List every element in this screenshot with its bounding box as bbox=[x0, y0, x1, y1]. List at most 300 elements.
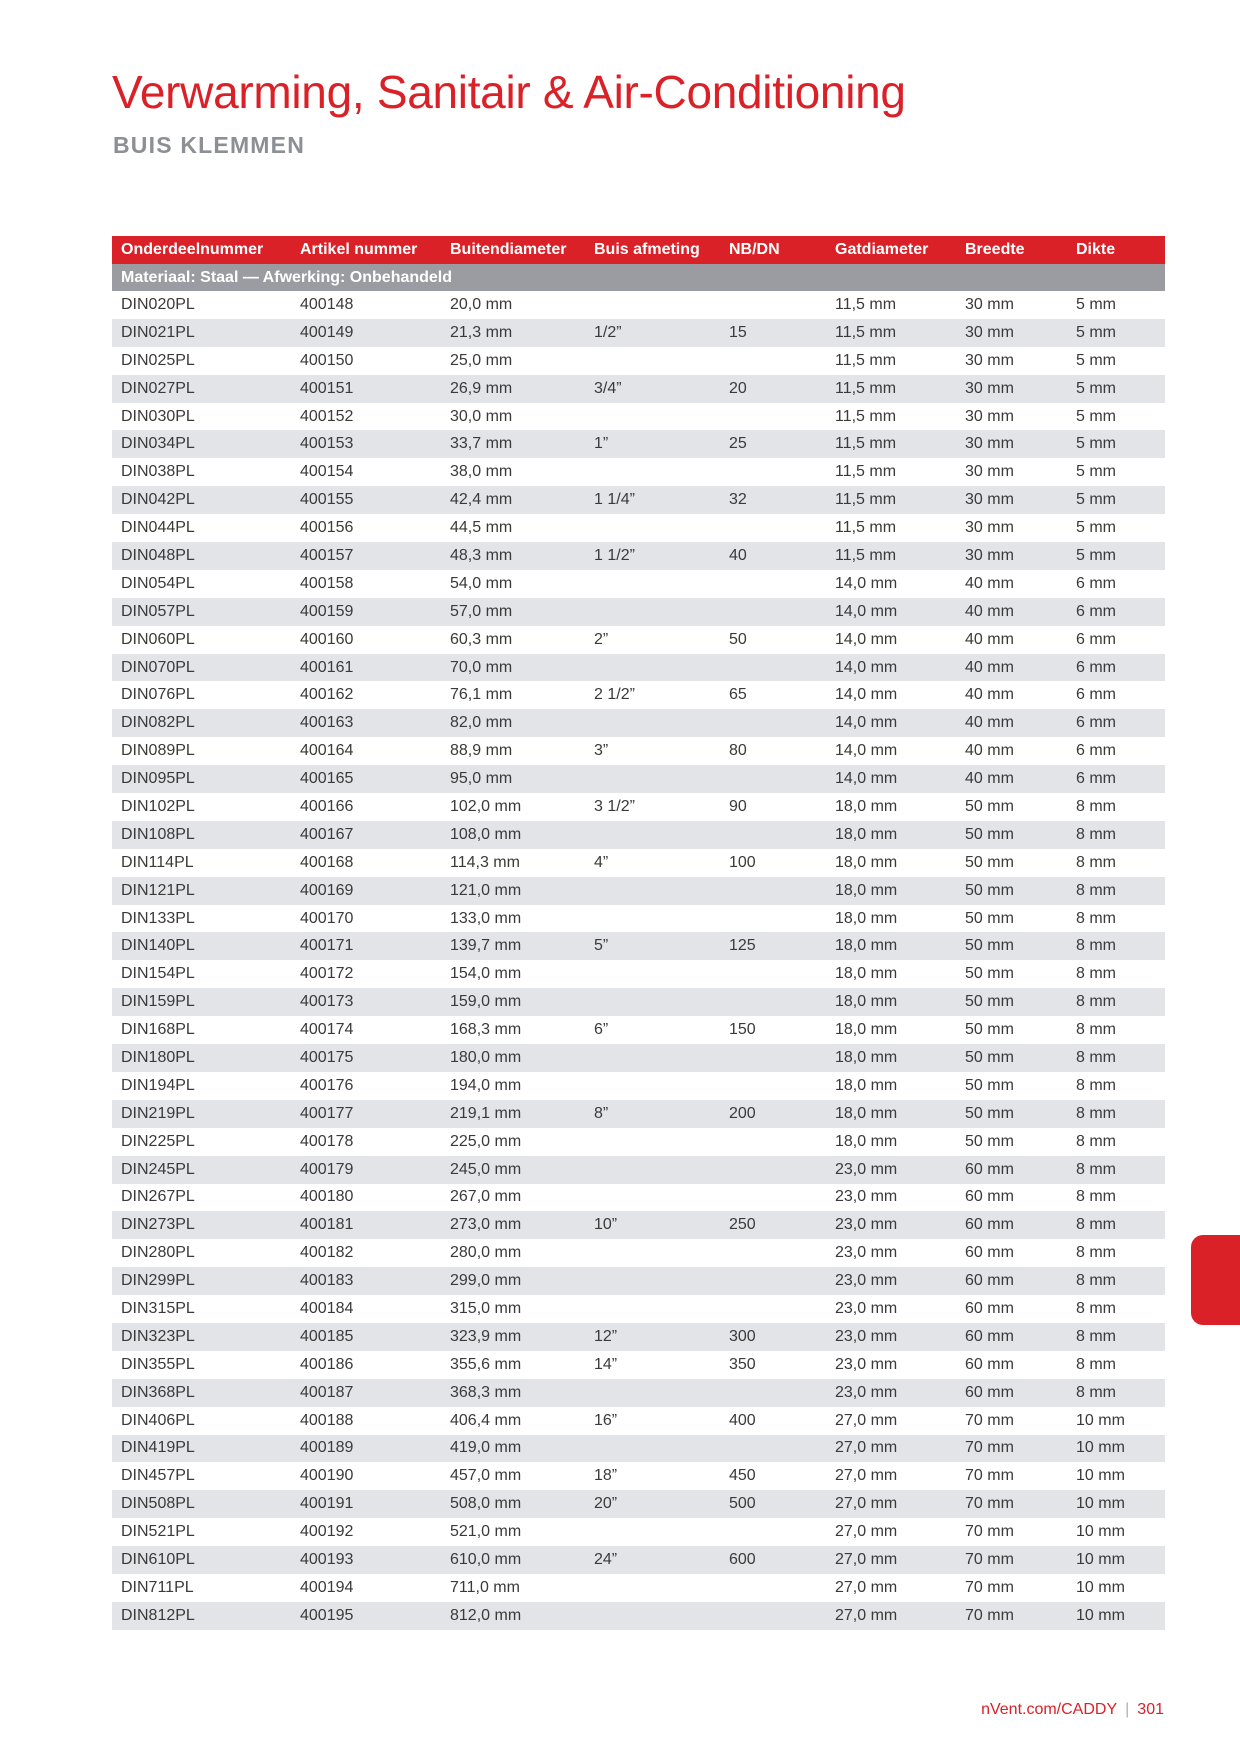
table-cell: 300 bbox=[720, 1323, 826, 1351]
table-cell: 50 mm bbox=[956, 932, 1067, 960]
table-cell: 108,0 mm bbox=[441, 821, 585, 849]
table-cell: 30 mm bbox=[965, 351, 1014, 369]
table-row bbox=[112, 877, 1165, 905]
table-cell: 3 1/2” bbox=[594, 797, 635, 815]
table-cell bbox=[585, 1295, 720, 1323]
column-header: Gatdiameter bbox=[826, 236, 956, 264]
table-cell: 521,0 mm bbox=[450, 1523, 522, 1541]
table-cell: 400164 bbox=[300, 742, 354, 760]
table-cell: 400158 bbox=[300, 574, 354, 592]
table-cell bbox=[720, 654, 826, 682]
table-cell: 8 mm bbox=[1067, 1100, 1165, 1128]
table-cell: 10” bbox=[585, 1211, 720, 1239]
table-row bbox=[112, 1462, 1165, 1490]
table-cell: 23,0 mm bbox=[835, 1188, 898, 1206]
table-cell: DIN154PL bbox=[121, 965, 195, 983]
table-cell: 44,5 mm bbox=[450, 519, 513, 537]
table-cell: DIN044PL bbox=[121, 519, 195, 537]
table-cell: 23,0 mm bbox=[835, 1300, 898, 1317]
table-cell: 5 mm bbox=[1067, 486, 1165, 514]
table-cell bbox=[585, 765, 720, 793]
table-cell: 14,0 mm bbox=[835, 630, 898, 648]
table-cell: 18,0 mm bbox=[835, 853, 898, 871]
table-cell: 400191 bbox=[291, 1490, 441, 1518]
table-cell bbox=[585, 1156, 720, 1184]
table-cell: 48,3 mm bbox=[441, 542, 585, 570]
table-cell: 219,1 mm bbox=[441, 1100, 585, 1128]
table-row bbox=[112, 542, 1165, 570]
table-row bbox=[112, 598, 1165, 626]
table-cell: 3/4” bbox=[585, 375, 720, 403]
table-cell: 368,3 mm bbox=[441, 1379, 585, 1407]
table-cell: 8 mm bbox=[1067, 1379, 1165, 1407]
table-cell: 457,0 mm bbox=[450, 1467, 522, 1485]
table-cell bbox=[720, 877, 826, 905]
table-cell: 8 mm bbox=[1067, 1156, 1165, 1184]
table-cell bbox=[585, 570, 720, 598]
table-cell bbox=[585, 1379, 720, 1407]
table-row bbox=[112, 709, 1165, 737]
table-cell: 20” bbox=[585, 1490, 720, 1518]
table-cell: 400150 bbox=[300, 351, 354, 369]
table-cell: 100 bbox=[729, 853, 756, 871]
table-cell: 400177 bbox=[291, 1100, 441, 1128]
table-cell: 42,4 mm bbox=[441, 486, 585, 514]
table-cell: 8 mm bbox=[1067, 1323, 1165, 1351]
table-cell bbox=[585, 347, 720, 375]
table-cell: 400178 bbox=[300, 1132, 354, 1150]
table-cell: 14,0 mm bbox=[835, 742, 898, 760]
table-cell: 14,0 mm bbox=[826, 654, 956, 682]
table-cell: 400180 bbox=[300, 1188, 354, 1206]
table-cell: 5 mm bbox=[1067, 430, 1165, 458]
table-cell: DIN133PL bbox=[121, 909, 195, 927]
table-cell: 18,0 mm bbox=[826, 1044, 956, 1072]
table-row bbox=[112, 1407, 1165, 1435]
product-spec-table bbox=[112, 236, 1165, 1630]
table-cell: 27,0 mm bbox=[835, 1467, 898, 1485]
table-cell bbox=[720, 598, 826, 626]
table-cell: 400192 bbox=[300, 1523, 354, 1541]
table-cell: 23,0 mm bbox=[826, 1267, 956, 1295]
table-cell: 8 mm bbox=[1076, 853, 1116, 871]
table-cell: 18,0 mm bbox=[835, 797, 898, 815]
table-cell: 8 mm bbox=[1067, 1211, 1165, 1239]
table-cell: 27,0 mm bbox=[835, 1578, 898, 1596]
table-cell: 70 mm bbox=[956, 1490, 1067, 1518]
table-cell: 8 mm bbox=[1076, 1355, 1116, 1373]
table-cell bbox=[585, 1184, 720, 1212]
table-cell: 419,0 mm bbox=[441, 1435, 585, 1463]
table-cell: 23,0 mm bbox=[835, 1355, 898, 1373]
table-cell: DIN089PL bbox=[121, 742, 195, 760]
table-cell: 10 mm bbox=[1076, 1523, 1125, 1541]
table-cell: DIN114PL bbox=[121, 853, 194, 871]
table-row bbox=[112, 737, 1165, 765]
table-cell: 40 bbox=[720, 542, 826, 570]
table-cell: 11,5 mm bbox=[835, 351, 897, 369]
table-cell: 280,0 mm bbox=[450, 1244, 522, 1262]
table-cell: 40 mm bbox=[956, 709, 1067, 737]
table-row bbox=[112, 1128, 1165, 1156]
table-cell: DIN508PL bbox=[112, 1490, 291, 1518]
table-cell: 323,9 mm bbox=[441, 1323, 585, 1351]
table-cell bbox=[585, 960, 720, 988]
table-cell: 40 mm bbox=[965, 686, 1014, 704]
table-cell bbox=[585, 1267, 720, 1295]
table-header-row bbox=[112, 236, 1165, 264]
table-cell: 500 bbox=[720, 1490, 826, 1518]
table-cell: 8 mm bbox=[1076, 909, 1116, 927]
table-cell: 30,0 mm bbox=[450, 407, 513, 425]
table-row bbox=[112, 1574, 1165, 1602]
table-cell: 225,0 mm bbox=[450, 1132, 522, 1150]
table-cell: 139,7 mm bbox=[441, 932, 585, 960]
table-row bbox=[112, 1016, 1165, 1044]
table-cell: DIN194PL bbox=[121, 1076, 195, 1094]
table-cell: DIN076PL bbox=[121, 686, 195, 704]
table-cell: 18,0 mm bbox=[826, 1100, 956, 1128]
table-cell: 400173 bbox=[291, 988, 441, 1016]
table-cell: 23,0 mm bbox=[826, 1379, 956, 1407]
table-cell bbox=[720, 1044, 826, 1072]
column-header: Buis afmeting bbox=[585, 236, 720, 264]
table-cell: 60,3 mm bbox=[450, 630, 513, 648]
table-cell: DIN057PL bbox=[112, 598, 291, 626]
table-cell: DIN419PL bbox=[112, 1435, 291, 1463]
table-cell: 14,0 mm bbox=[826, 765, 956, 793]
table-cell: 50 mm bbox=[965, 1076, 1014, 1094]
table-cell: 27,0 mm bbox=[835, 1523, 898, 1541]
table-cell: 6 mm bbox=[1067, 598, 1165, 626]
table-row bbox=[112, 570, 1165, 598]
footer-separator: | bbox=[1125, 1701, 1130, 1718]
table-row bbox=[112, 375, 1165, 403]
table-cell bbox=[720, 765, 826, 793]
table-cell: 14,0 mm bbox=[826, 709, 956, 737]
table-cell bbox=[585, 709, 720, 737]
table-cell: 5 mm bbox=[1067, 542, 1165, 570]
table-cell: 8 mm bbox=[1067, 988, 1165, 1016]
table-cell: 400176 bbox=[300, 1076, 354, 1094]
table-row bbox=[112, 765, 1165, 793]
table-cell: DIN054PL bbox=[121, 574, 195, 592]
table-cell bbox=[585, 988, 720, 1016]
table-cell: DIN034PL bbox=[112, 430, 291, 458]
table-cell: 114,3 mm bbox=[450, 853, 520, 871]
table-cell: 11,5 mm bbox=[826, 542, 956, 570]
table-cell bbox=[585, 598, 720, 626]
chapter-tab bbox=[1191, 1235, 1240, 1325]
table-row bbox=[112, 1323, 1165, 1351]
table-cell: 40 mm bbox=[956, 598, 1067, 626]
table-cell: 27,0 mm bbox=[826, 1602, 956, 1630]
table-cell: 21,3 mm bbox=[441, 319, 585, 347]
table-cell: 400169 bbox=[291, 877, 441, 905]
table-cell: DIN521PL bbox=[121, 1523, 195, 1541]
table-cell: 5 mm bbox=[1067, 375, 1165, 403]
table-row bbox=[112, 1156, 1165, 1184]
table-row bbox=[112, 1239, 1165, 1267]
table-cell: 60 mm bbox=[965, 1355, 1014, 1373]
table-cell: 60 mm bbox=[956, 1267, 1067, 1295]
table-cell: 3” bbox=[594, 742, 609, 760]
table-cell: 30 mm bbox=[956, 486, 1067, 514]
table-cell: 406,4 mm bbox=[450, 1411, 522, 1429]
table-cell: DIN355PL bbox=[121, 1355, 195, 1373]
table-cell: 50 mm bbox=[965, 797, 1014, 815]
table-row bbox=[112, 458, 1165, 486]
table-cell: 23,0 mm bbox=[835, 1244, 898, 1262]
table-cell bbox=[720, 821, 826, 849]
table-row bbox=[112, 932, 1165, 960]
table-cell: 400193 bbox=[291, 1546, 441, 1574]
table-row bbox=[112, 793, 1165, 821]
table-row bbox=[112, 849, 1165, 877]
table-cell: 20,0 mm bbox=[450, 295, 513, 313]
table-cell: DIN030PL bbox=[121, 407, 195, 425]
table-cell: 14,0 mm bbox=[835, 574, 898, 592]
table-cell: 267,0 mm bbox=[450, 1188, 522, 1206]
table-cell: 8 mm bbox=[1076, 1132, 1116, 1150]
table-cell: 400186 bbox=[300, 1355, 354, 1373]
table-cell: 27,0 mm bbox=[835, 1411, 898, 1429]
table-cell: 65 bbox=[729, 686, 747, 704]
table-cell: 38,0 mm bbox=[450, 463, 513, 481]
table-cell: 2” bbox=[594, 630, 609, 648]
table-cell: 245,0 mm bbox=[441, 1156, 585, 1184]
table-cell: DIN219PL bbox=[112, 1100, 291, 1128]
table-cell: 610,0 mm bbox=[441, 1546, 585, 1574]
table-cell: 400149 bbox=[291, 319, 441, 347]
table-cell: 5 mm bbox=[1076, 463, 1116, 481]
table-cell: 23,0 mm bbox=[826, 1211, 956, 1239]
table-cell: 400172 bbox=[300, 965, 354, 983]
table-cell: DIN711PL bbox=[121, 1578, 194, 1596]
table-cell: 18,0 mm bbox=[835, 1076, 898, 1094]
table-cell: 194,0 mm bbox=[450, 1076, 522, 1094]
material-row bbox=[112, 264, 1165, 291]
table-cell: DIN025PL bbox=[121, 351, 195, 369]
table-body bbox=[112, 264, 1165, 1630]
table-cell: 57,0 mm bbox=[441, 598, 585, 626]
table-cell: 1 1/2” bbox=[585, 542, 720, 570]
table-cell: 154,0 mm bbox=[450, 965, 522, 983]
table-cell: 25 bbox=[720, 430, 826, 458]
table-cell: DIN280PL bbox=[121, 1244, 195, 1262]
table-cell: 60 mm bbox=[956, 1379, 1067, 1407]
table-cell bbox=[585, 514, 720, 542]
table-cell: DIN368PL bbox=[112, 1379, 291, 1407]
table-cell: 600 bbox=[720, 1546, 826, 1574]
table-cell: 1” bbox=[585, 430, 720, 458]
table-cell: DIN457PL bbox=[121, 1467, 195, 1485]
table-cell: 26,9 mm bbox=[441, 375, 585, 403]
column-header: Dikte bbox=[1067, 236, 1165, 264]
table-cell bbox=[720, 570, 826, 598]
table-cell: DIN299PL bbox=[112, 1267, 291, 1295]
table-cell: 32 bbox=[720, 486, 826, 514]
table-cell bbox=[720, 1267, 826, 1295]
table-cell: 508,0 mm bbox=[441, 1490, 585, 1518]
table-row bbox=[112, 905, 1165, 933]
table-cell: 299,0 mm bbox=[441, 1267, 585, 1295]
table-cell: 95,0 mm bbox=[441, 765, 585, 793]
table-row bbox=[112, 1211, 1165, 1239]
table-cell: DIN267PL bbox=[121, 1188, 195, 1206]
table-cell: 5 mm bbox=[1076, 295, 1116, 313]
table-row bbox=[112, 1602, 1165, 1630]
table-row bbox=[112, 430, 1165, 458]
table-cell: 10 mm bbox=[1067, 1435, 1165, 1463]
table-cell: 125 bbox=[720, 932, 826, 960]
table-cell: 400189 bbox=[291, 1435, 441, 1463]
table-row bbox=[112, 347, 1165, 375]
table-cell: 400183 bbox=[291, 1267, 441, 1295]
column-header: Onderdeelnummer bbox=[112, 236, 291, 264]
table-cell: 400168 bbox=[300, 853, 354, 871]
table-cell: DIN180PL bbox=[112, 1044, 291, 1072]
table-cell: 8 mm bbox=[1067, 1044, 1165, 1072]
table-cell: 315,0 mm bbox=[450, 1300, 522, 1317]
table-cell: 60 mm bbox=[965, 1300, 1014, 1317]
table-cell: 50 mm bbox=[956, 988, 1067, 1016]
table-row bbox=[112, 1490, 1165, 1518]
table-cell: 8 mm bbox=[1067, 821, 1165, 849]
table-cell: 15 bbox=[720, 319, 826, 347]
table-cell: 11,5 mm bbox=[826, 486, 956, 514]
table-cell: 5 mm bbox=[1076, 407, 1116, 425]
table-cell: DIN060PL bbox=[121, 630, 195, 648]
table-cell bbox=[720, 709, 826, 737]
table-cell bbox=[585, 654, 720, 682]
table-cell: 400160 bbox=[300, 630, 354, 648]
table-cell: 450 bbox=[729, 1467, 756, 1485]
table-cell: DIN038PL bbox=[121, 463, 195, 481]
table-cell bbox=[720, 1295, 826, 1323]
table-cell: 8 mm bbox=[1067, 1267, 1165, 1295]
table-cell: 400157 bbox=[291, 542, 441, 570]
table-cell: 400165 bbox=[291, 765, 441, 793]
table-cell: 8 mm bbox=[1076, 1021, 1116, 1039]
table-cell: DIN406PL bbox=[121, 1411, 195, 1429]
table-cell: 88,9 mm bbox=[450, 742, 513, 760]
table-row bbox=[112, 1518, 1165, 1546]
table-cell bbox=[720, 1435, 826, 1463]
table-cell bbox=[585, 1044, 720, 1072]
table-cell: 76,1 mm bbox=[450, 686, 513, 704]
table-row bbox=[112, 1184, 1165, 1212]
table-cell: 400190 bbox=[300, 1467, 354, 1485]
table-cell: 16” bbox=[594, 1411, 618, 1429]
table-cell: 400187 bbox=[291, 1379, 441, 1407]
table-cell: 8 mm bbox=[1076, 965, 1116, 983]
table-cell: 23,0 mm bbox=[826, 1323, 956, 1351]
table-cell: 50 mm bbox=[965, 853, 1014, 871]
table-cell: 400155 bbox=[291, 486, 441, 514]
table-cell: 8 mm bbox=[1076, 797, 1116, 815]
table-cell: 18,0 mm bbox=[826, 821, 956, 849]
table-cell bbox=[720, 1156, 826, 1184]
table-cell: 6 mm bbox=[1067, 709, 1165, 737]
table-cell bbox=[585, 1574, 720, 1602]
table-cell: 812,0 mm bbox=[441, 1602, 585, 1630]
table-cell: 6” bbox=[594, 1021, 609, 1039]
table-cell: 50 mm bbox=[965, 1132, 1014, 1150]
table-cell bbox=[720, 458, 826, 486]
table-cell: 400154 bbox=[300, 463, 354, 481]
table-cell: 50 mm bbox=[965, 1021, 1014, 1039]
table-cell bbox=[585, 291, 720, 319]
table-cell bbox=[720, 1184, 826, 1212]
table-cell: 5 mm bbox=[1067, 319, 1165, 347]
table-cell bbox=[720, 403, 826, 431]
table-row bbox=[112, 514, 1165, 542]
table-cell: 6 mm bbox=[1076, 742, 1116, 760]
table-cell: 30 mm bbox=[956, 542, 1067, 570]
table-cell: 11,5 mm bbox=[826, 430, 956, 458]
table-cell bbox=[585, 403, 720, 431]
table-cell: 1 1/4” bbox=[585, 486, 720, 514]
table-row bbox=[112, 960, 1165, 988]
table-cell: 50 mm bbox=[956, 1100, 1067, 1128]
table-cell bbox=[720, 1239, 826, 1267]
table-cell bbox=[720, 514, 826, 542]
table-cell: 14,0 mm bbox=[826, 598, 956, 626]
table-cell: 10 mm bbox=[1067, 1546, 1165, 1574]
table-cell: 40 mm bbox=[956, 654, 1067, 682]
table-row bbox=[112, 403, 1165, 431]
table-cell: 400182 bbox=[300, 1244, 354, 1262]
table-cell: 8” bbox=[585, 1100, 720, 1128]
table-cell: 400175 bbox=[291, 1044, 441, 1072]
table-cell bbox=[720, 1379, 826, 1407]
table-cell: 33,7 mm bbox=[441, 430, 585, 458]
table-row bbox=[112, 486, 1165, 514]
table-cell: DIN108PL bbox=[112, 821, 291, 849]
table-cell: 10 mm bbox=[1067, 1602, 1165, 1630]
table-cell: 4” bbox=[594, 853, 609, 871]
table-cell: 6 mm bbox=[1076, 574, 1116, 592]
table-cell: 400170 bbox=[300, 909, 354, 927]
table-cell: 70,0 mm bbox=[441, 654, 585, 682]
table-cell: 400194 bbox=[300, 1578, 354, 1596]
table-cell bbox=[720, 1518, 826, 1546]
table-cell: 11,5 mm bbox=[826, 319, 956, 347]
table-cell: 400161 bbox=[291, 654, 441, 682]
table-cell: 400153 bbox=[291, 430, 441, 458]
table-cell: 168,3 mm bbox=[450, 1021, 522, 1039]
table-cell: 8 mm bbox=[1076, 1300, 1116, 1317]
table-cell: 25,0 mm bbox=[450, 351, 513, 369]
table-cell: 250 bbox=[720, 1211, 826, 1239]
table-cell: 54,0 mm bbox=[450, 574, 513, 592]
table-cell: 80 bbox=[729, 742, 747, 760]
table-cell: 5 mm bbox=[1076, 351, 1116, 369]
table-cell: 400179 bbox=[291, 1156, 441, 1184]
table-cell: 18,0 mm bbox=[835, 965, 898, 983]
table-cell: 400162 bbox=[300, 686, 354, 704]
table-cell: 133,0 mm bbox=[450, 909, 522, 927]
table-cell: DIN095PL bbox=[112, 765, 291, 793]
table-cell: 8 mm bbox=[1076, 1188, 1116, 1206]
table-cell: DIN168PL bbox=[121, 1021, 195, 1039]
table-cell: 27,0 mm bbox=[826, 1546, 956, 1574]
table-cell: 10 mm bbox=[1076, 1411, 1125, 1429]
table-cell: 400188 bbox=[300, 1411, 354, 1429]
footer-site-link[interactable]: nVent.com/CADDY bbox=[981, 1701, 1118, 1718]
table-row bbox=[112, 1267, 1165, 1295]
